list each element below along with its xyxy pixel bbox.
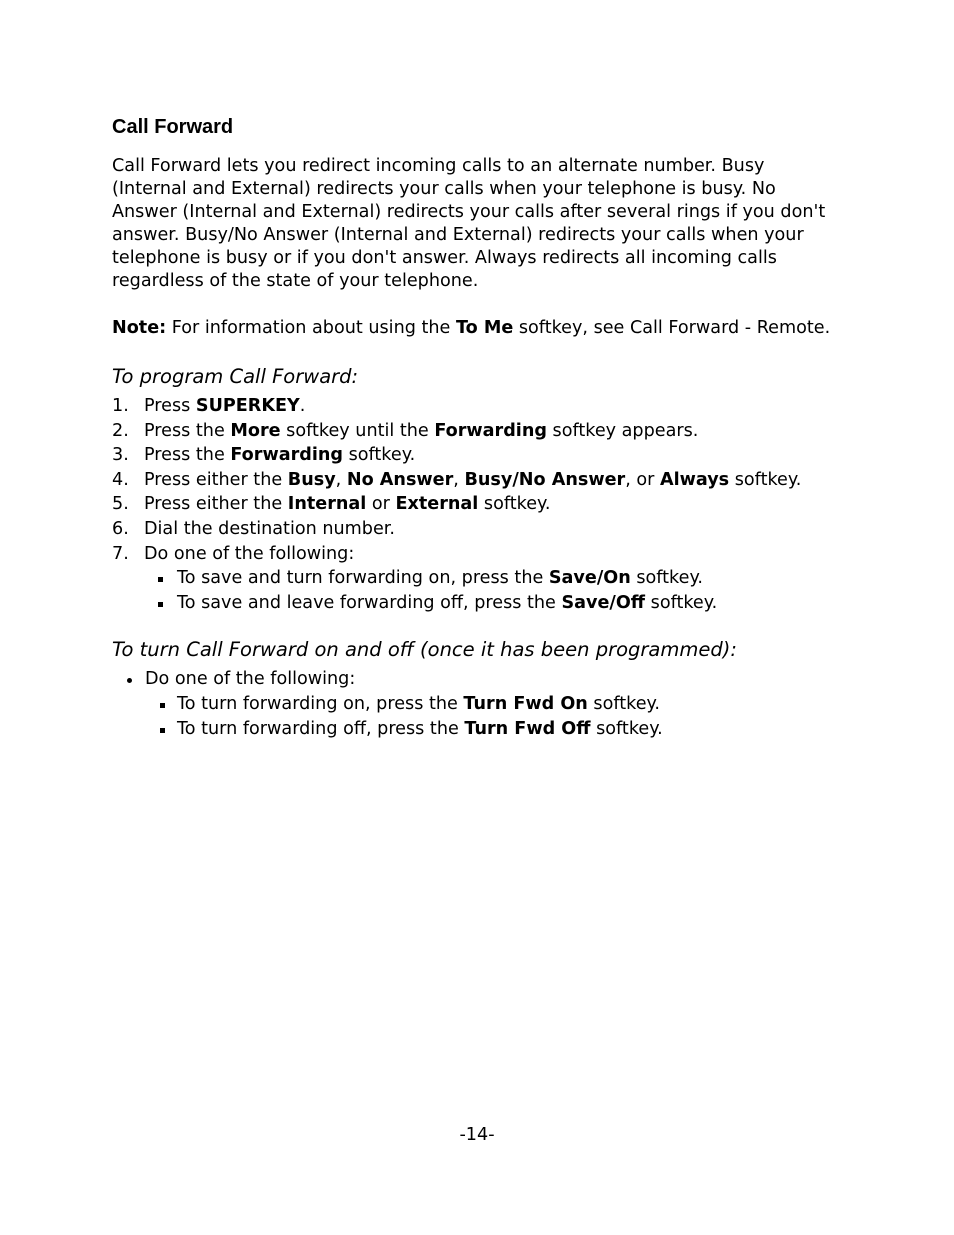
- turn-fwd-off-softkey-label: Turn Fwd Off: [464, 718, 591, 739]
- program-steps-list: [112, 394, 842, 615]
- save-on-softkey-label: Save/On: [548, 568, 631, 589]
- intro-paragraph: Call Forward lets you redirect incoming calls to an alternate number. Busy (Internal and External) redirects your calls when your telephone is busy. No Answer (Internal and External) redirects your calls after several rings if you don't answer. Busy/No Answer (Internal and External) redirects your calls when your telephone is busy or if you don't answer. Always redirects all incoming calls regardless of the state of your telephone.: [112, 156, 826, 291]
- superkey-label: SUPERKEY: [195, 396, 300, 416]
- step-item: [112, 468, 842, 493]
- step-text: or: [366, 494, 396, 515]
- step-text: Press the: [144, 420, 231, 441]
- step-text: Press: [144, 396, 196, 416]
- sub-item-text: softkey.: [590, 718, 663, 739]
- more-softkey-label: More: [230, 420, 281, 441]
- note-label: Note:: [112, 318, 167, 338]
- step-text: softkey appears.: [546, 420, 699, 441]
- sub-item-text: softkey.: [630, 568, 703, 589]
- step-text: .: [299, 396, 306, 416]
- round-bullet-icon: [127, 678, 132, 683]
- step-text: Press either the: [144, 469, 288, 490]
- sub-item-text: To save and leave forwarding off, press the: [177, 592, 562, 613]
- step-item: [112, 492, 842, 517]
- step-text: softkey.: [343, 445, 416, 466]
- no-answer-softkey-label: No Answer: [346, 469, 454, 490]
- step-number: 1.: [112, 396, 129, 416]
- step-number: 2.: [112, 420, 129, 441]
- sub-list-item: [144, 566, 842, 591]
- step-number: 7.: [112, 543, 129, 564]
- step-text: Press either the: [144, 494, 288, 515]
- square-bullet-icon: [158, 577, 163, 582]
- forwarding-softkey-label: Forwarding: [434, 420, 547, 441]
- step-number: 5.: [112, 494, 129, 515]
- step-7-sub-list: [144, 566, 842, 615]
- turn-fwd-on-softkey-label: Turn Fwd On: [463, 693, 588, 714]
- step-number: 6.: [112, 518, 129, 539]
- list-item: [112, 667, 842, 741]
- step-text: softkey until the: [280, 420, 435, 441]
- step-text: softkey.: [729, 469, 802, 490]
- square-bullet-icon: [160, 728, 165, 733]
- square-bullet-icon: [158, 602, 163, 607]
- step-text: Do one of the following:: [144, 543, 355, 564]
- busy-softkey-label: Busy: [287, 469, 336, 490]
- sub-item-text: softkey.: [587, 693, 661, 714]
- step-item: [112, 394, 842, 419]
- procedure-heading-toggle: To turn Call Forward on and off (once it has been programmed):: [112, 638, 737, 662]
- toggle-steps-list: [112, 667, 842, 741]
- step-text: , or: [625, 469, 660, 490]
- step-item: [112, 443, 842, 468]
- note-paragraph: [112, 317, 842, 340]
- step-text: ,: [453, 469, 465, 490]
- toggle-sub-list: [145, 692, 842, 741]
- page-number: -14-: [459, 1125, 495, 1145]
- note-to-me-softkey: To Me: [455, 318, 514, 338]
- sub-item-text: To save and turn forwarding on, press the: [177, 568, 549, 589]
- external-softkey-label: External: [395, 494, 479, 515]
- save-off-softkey-label: Save/Off: [561, 592, 646, 613]
- procedure-heading-program: To program Call Forward:: [112, 365, 359, 388]
- bullet-text: Do one of the following:: [145, 669, 356, 690]
- note-text-1: For information about using the: [166, 318, 456, 338]
- sub-item-text: To turn forwarding off, press the: [177, 718, 465, 739]
- step-text: softkey.: [478, 494, 551, 515]
- sub-list-item: [144, 591, 842, 616]
- step-text: ,: [335, 469, 347, 490]
- internal-softkey-label: Internal: [287, 494, 367, 515]
- busy-no-answer-softkey-label: Busy/No Answer: [464, 469, 626, 490]
- section-title: Call Forward: [112, 116, 234, 138]
- square-bullet-icon: [160, 703, 165, 708]
- note-text-2: softkey, see Call Forward - Remote.: [513, 318, 831, 338]
- step-text: Dial the destination number.: [144, 518, 395, 539]
- sub-list-item: [145, 692, 842, 717]
- sub-item-text: softkey.: [645, 592, 718, 613]
- step-number: 3.: [112, 445, 129, 466]
- sub-item-text: To turn forwarding on, press the: [177, 693, 464, 714]
- step-item: [112, 517, 842, 542]
- step-number: 4.: [112, 469, 129, 490]
- always-softkey-label: Always: [659, 469, 730, 490]
- forwarding-softkey-label: Forwarding: [230, 445, 343, 466]
- step-text: Press the: [144, 445, 231, 466]
- page-content: [112, 114, 842, 741]
- step-item: [112, 419, 842, 444]
- step-item: [112, 542, 842, 616]
- sub-list-item: [145, 717, 842, 742]
